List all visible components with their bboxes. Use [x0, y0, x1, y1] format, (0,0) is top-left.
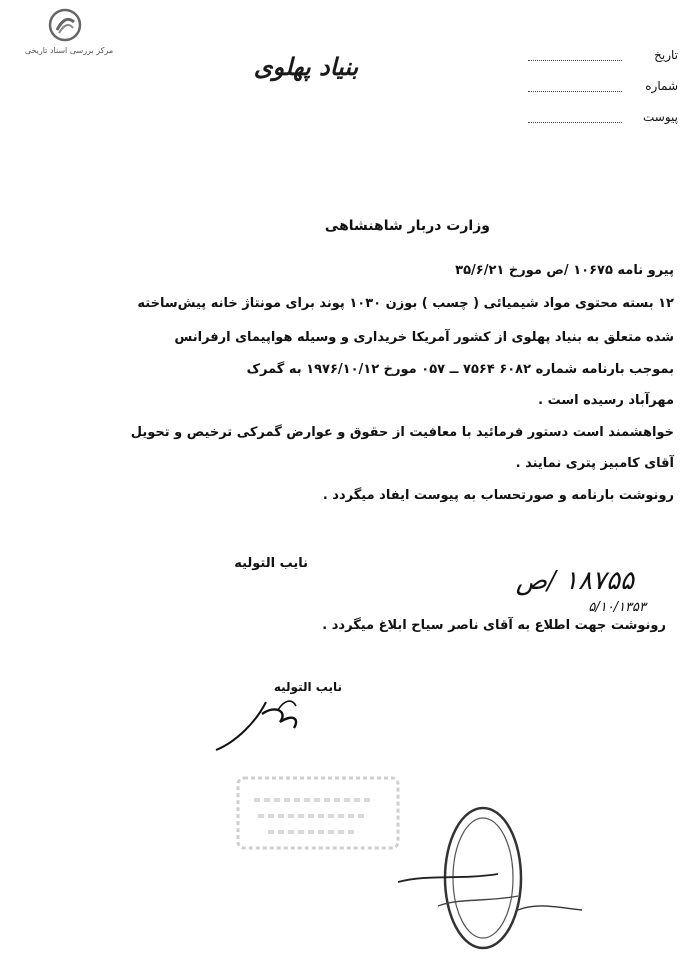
- body-line: ۱۲ بسته محتوی مواد شیمیائی ( چسب ) بوزن ۱۰۳۰ پوند برای مونتاژ خانه پیش‌ساخته: [137, 296, 674, 311]
- body-line: پیرو نامه ۱۰۶۷۵ /ص مورخ ۳۵/۶/۲۱: [455, 263, 674, 278]
- body-line: مهرآباد رسیده است .: [538, 393, 674, 408]
- number-dotted-line: [528, 91, 622, 92]
- reference-date: ۵/۱۰/۱۳۵۳: [588, 600, 646, 615]
- archive-emblem-icon: [48, 8, 82, 42]
- attachment-dotted-line: [528, 122, 622, 123]
- body-line: آقای کامبیز پتری نمایند .: [515, 456, 674, 471]
- attachment-field: [528, 110, 678, 130]
- signature-title: نایب التولیه: [273, 680, 342, 694]
- archive-logo: [14, 8, 124, 56]
- date-dotted-line: [528, 60, 622, 61]
- letterhead-title: بنیاد پهلوی: [253, 52, 359, 81]
- body-line: رونوشت بارنامه و صورتحساب به پیوست ایفاد میگردد .: [322, 488, 674, 503]
- signature-title: نایب التولیه: [234, 556, 308, 571]
- handwritten-signature: [196, 692, 376, 752]
- body-line: خواهشمند است دستور فرمائید با معافیت از حقوق و عوارض گمرکی ترخیص و تحویل: [130, 425, 674, 440]
- body-line: شده متعلق به بنیاد پهلوی از کشور آمریکا خریداری و وسیله هواپیمای ارفرانس: [174, 330, 674, 345]
- number-field: [528, 79, 678, 99]
- stamp-seal: [198, 770, 588, 960]
- date-field: [528, 48, 678, 68]
- letterhead: [236, 52, 376, 86]
- archive-logo-text: مرکز بررسی اسناد تاریخی: [24, 46, 114, 55]
- reference-number: ۱۸۷۵۵ /ص: [515, 566, 634, 596]
- attachment-label: پیوست: [643, 110, 678, 124]
- date-label: تاریخ: [654, 48, 678, 62]
- number-label: شماره: [645, 79, 678, 93]
- body-line: بموجب بارنامه شماره ۶۰۸۲ ۷۵۶۴ ــ ۰۵۷ مورخ ۱۹۷۶/۱۰/۱۲ به گمرک: [246, 362, 674, 377]
- recipient: وزارت دربار شاهنشاهی: [324, 218, 490, 234]
- copy-note: رونوشت جهت اطلاع به آقای ناصر سیاح ابلاغ میگردد .: [322, 618, 666, 633]
